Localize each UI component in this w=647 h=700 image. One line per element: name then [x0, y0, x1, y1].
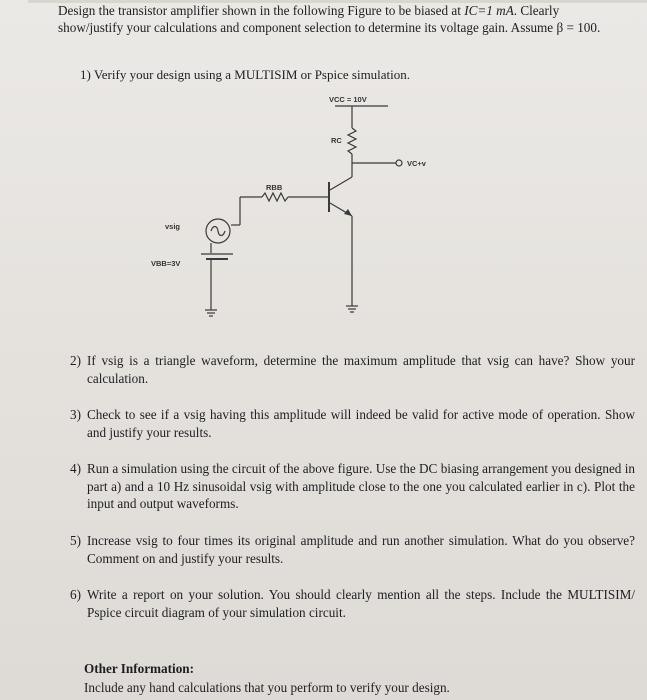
- question-5: 5) Increase vsig to four times its original amplitude and run another simulation. What do you observe? Comment on and justify your results.: [70, 533, 635, 566]
- vbb-label: VBB=3V: [151, 259, 181, 268]
- question-4: 4) Run a simulation using the circuit of the above figure. Use the DC biasing arrangement you designed in part a) and a 10 Hz sinusoidal vsig with amplitude close to the one you calculated earlier in c). Plot the input and output waveforms.: [70, 461, 635, 511]
- rc-label: RC: [331, 136, 342, 145]
- vsig-label: vsig: [165, 222, 181, 231]
- question-3: 3) Check to see if a vsig having this amplitude will indeed be valid for active mode of operation. Show and justify your results.: [70, 407, 635, 440]
- question-6: 6) Write a report on your solution. You should clearly mention all the steps. Include the MULTISIM/ Pspice circuit diagram of your simulation circuit.: [70, 587, 635, 620]
- intro-line-2: show/justify your calculations and component selection to determine its voltage gain. Assume β = 100.: [58, 20, 601, 35]
- vc-label: VC+v: [407, 159, 426, 168]
- rbb-label: RBB: [266, 183, 283, 192]
- question-1: 1) Verify your design using a MULTISIM or Pspice simulation.: [80, 67, 411, 82]
- intro-line-1: Design the transistor amplifier shown in the following Figure to be biased at IC=1 mA. Clearly: [58, 3, 560, 18]
- question-2: 2) If vsig is a triangle waveform, determine the maximum amplitude that vsig can have? Show your calculation.: [70, 353, 635, 386]
- other-info-heading: Other Information:: [84, 661, 195, 676]
- vcc-label: VCC = 10V: [329, 95, 367, 104]
- other-info-text: Include any hand calculations that you perform to verify your design.: [84, 680, 450, 695]
